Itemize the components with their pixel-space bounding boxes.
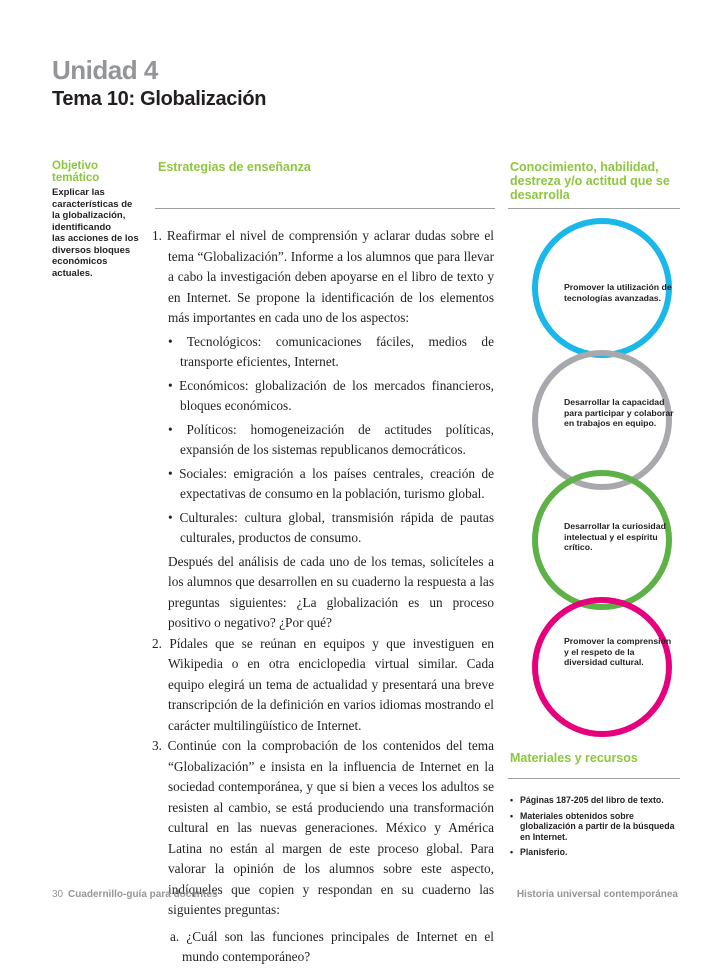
footer-book-title: Cuadernillo-guía para docentes (68, 889, 218, 900)
objective-text: Explicar las características de la globalización, identificando las acciones de los diversos bloques económicos actuales. (52, 187, 139, 279)
objective-heading: Objetivo temático (52, 160, 100, 184)
bullet-sociales: • Sociales: emigración a los países centrales, creación de expectativas de consumo en la población, turismo global. (168, 465, 494, 501)
strategy-item-3: 3. Continúe con la comprobación de los contenidos del tema “Globalización” e insista en la influencia de Internet en la sociedad contemporánea, y que si bien a veces los adultos se resisten al cambio, se está produciendo una transformación cultural en las nuevas generaciones. México y América Latina no están al margen de este proceso global. Para valorar la opinión de los alumnos sobre este aspecto, indíqueles que copien y respondan en su cuaderno las siguientes preguntas: (152, 738, 495, 917)
page-number: 30 (52, 889, 64, 900)
circle-technology-text: Promover la utilización de tecnologías avanzadas. (564, 282, 672, 303)
strategy-item-1: 1. Reafirmar el nivel de comprensión y aclarar dudas sobre el tema “Globalización”. Informe a los alumnos que para llevar a cabo la investigación deben apoyarse en el libro de texto y en Internet. Se propone la identificación de los elementos más importantes en cada uno de los aspectos: (152, 228, 494, 325)
topic-title: Tema 10: Globalización (52, 88, 267, 110)
circle-diversity-text: Promover la comprensión y el respeto de la diversidad cultural. (564, 636, 672, 667)
material-item: • Páginas 187-205 del libro de texto. (510, 795, 680, 806)
bullet-culturales: • Culturales: cultura global, transmisión rápida de pautas culturales, productos de consumo. (168, 509, 494, 545)
circle-teamwork-text: Desarrollar la capacidad para participar y colaborar en trabajos en equipo. (564, 397, 674, 428)
knowledge-heading: Conocimiento, habilidad, destreza y/o actitud que se desarrolla (510, 160, 670, 202)
question-a: a. ¿Cuál son las funciones principales de Internet en el mundo contemporáneo? (170, 928, 494, 964)
circle-curiosity-text: Desarrollar la curiosidad intelectual y el espíritu crítico. (564, 521, 666, 552)
materials-heading: Materiales y recursos (510, 751, 638, 765)
bullet-politicos: • Políticos: homogeneización de actitudes políticas, expansión de los sistemas republicanos democráticos. (168, 421, 494, 457)
materials-divider (508, 778, 680, 779)
material-item: • Materiales obtenidos sobre globalización a partir de la búsqueda en Internet. (510, 811, 680, 843)
unit-title: Unidad 4 (52, 55, 158, 85)
strategy-item-2: 2. Pídales que se reúnan en equipos y que investiguen en Wikipedia o en otra enciclopedia virtual similar. Cada equipo elegirá un tema de actualidad y presentará una breve transcripción de la definición en varios idiomas mostrando el carácter multilingüístico de Internet. (152, 635, 494, 733)
knowledge-divider (508, 208, 680, 209)
strategy-item-1-after: Después del análisis de cada uno de los temas, solicíteles a los alumnos que desarrollen en su cuaderno la respuesta a las preguntas siguientes: ¿La globalización es un proceso positivo o negativo? ¿Por qué? (168, 553, 494, 630)
strategies-heading: Estrategias de enseñanza (158, 160, 311, 174)
bullet-economicos: • Económicos: globalización de los mercados financieros, bloques económicos. (168, 377, 494, 413)
strategies-body (152, 226, 494, 968)
strategies-divider (155, 208, 495, 209)
materials-list (510, 795, 680, 863)
bullet-tecnologicos: • Tecnológicos: comunicaciones fáciles, medios de transporte eficientes, Internet. (168, 333, 494, 369)
material-item: • Planisferio. (510, 847, 680, 858)
footer-subject: Historia universal contemporánea (516, 889, 678, 900)
